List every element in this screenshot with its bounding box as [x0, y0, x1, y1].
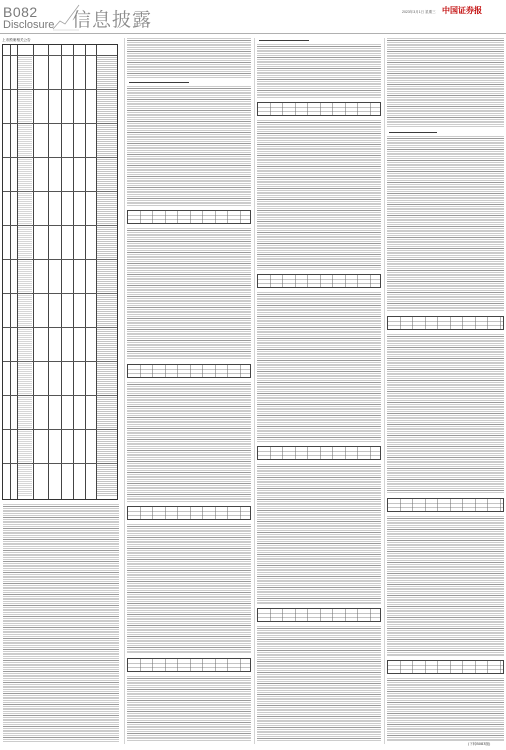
column-4 — [387, 38, 504, 744]
page-content — [2, 38, 504, 744]
table-title: 上市预案相关公告 — [2, 38, 31, 42]
column-3 — [257, 38, 381, 744]
newspaper-logo: 中国证券报 — [442, 5, 482, 15]
page-number: B082 — [3, 4, 38, 20]
header-divider — [0, 33, 506, 34]
continued-note: (下转B083版) — [468, 742, 491, 746]
column-2 — [127, 38, 251, 744]
column-1 — [2, 38, 122, 744]
publication-date: 2023年3月1日 星期三 — [402, 10, 436, 14]
masthead — [0, 0, 506, 36]
section-name-en: Disclosure — [3, 19, 55, 31]
data-table — [2, 44, 118, 500]
section-name-cn: 信息披露 — [72, 9, 153, 31]
